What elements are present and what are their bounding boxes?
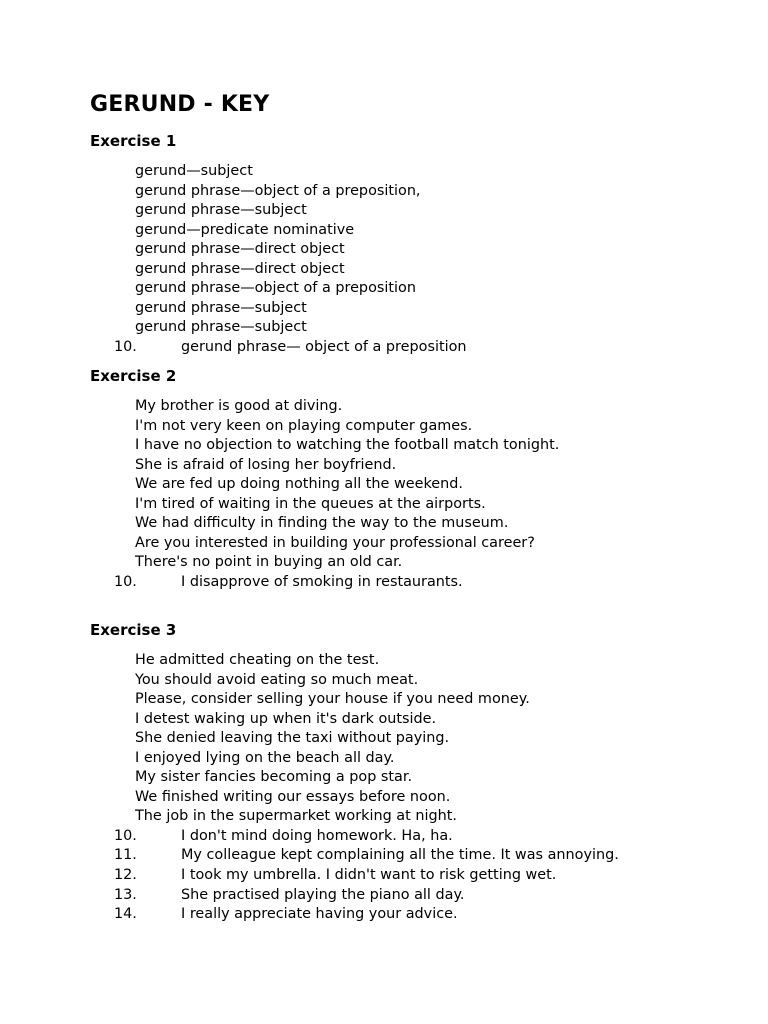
exercise-3-heading: Exercise 3 bbox=[90, 621, 177, 639]
list-item-text: I have no objection to watching the football match tonight. bbox=[135, 437, 560, 454]
list-item-text: I enjoyed lying on the beach all day. bbox=[135, 749, 395, 766]
list-item-text: gerund phrase—object of a preposition, bbox=[135, 182, 421, 199]
page-title: GERUND - KEY bbox=[90, 92, 270, 117]
list-item-number: 10. bbox=[114, 827, 137, 844]
list-item-text: My brother is good at diving. bbox=[135, 398, 343, 414]
list-item-text: Please, consider selling your house if you need money. bbox=[135, 691, 530, 708]
list-item-text: She is afraid of losing her boyfriend. bbox=[135, 456, 397, 473]
list-item-text: gerund phrase—direct object bbox=[135, 260, 345, 277]
list-item-text: I don't mind doing homework. Ha, ha. bbox=[181, 827, 453, 844]
list-item-text: gerund—subject bbox=[135, 163, 253, 179]
list-item-text: gerund phrase— object of a preposition bbox=[181, 338, 467, 355]
list-item-number: 13. bbox=[114, 886, 137, 903]
list-item-number: 11. bbox=[114, 847, 137, 864]
list-item-text: My colleague kept complaining all the time. It was annoying. bbox=[181, 847, 619, 864]
list-item-number: 14. bbox=[114, 906, 137, 923]
list-item-text: He admitted cheating on the test. bbox=[135, 652, 380, 668]
list-item-text: Are you interested in building your professional career? bbox=[135, 534, 535, 551]
list-item-text: She practised playing the piano all day. bbox=[181, 886, 465, 903]
exercise-1-heading: Exercise 1 bbox=[90, 132, 177, 150]
list-item-text: gerund phrase—subject bbox=[135, 202, 307, 219]
list-item-text: My sister fancies becoming a pop star. bbox=[135, 769, 413, 786]
list-item-text: I disapprove of smoking in restaurants. bbox=[181, 573, 463, 590]
list-item-text: gerund phrase—direct object bbox=[135, 241, 345, 258]
list-item-number: 10. bbox=[114, 573, 137, 590]
list-item-text: gerund—predicate nominative bbox=[135, 221, 355, 238]
list-item-number: 12. bbox=[114, 867, 137, 884]
list-item-text: I detest waking up when it's dark outside. bbox=[135, 710, 437, 727]
list-item-text: She denied leaving the taxi without paying. bbox=[135, 730, 450, 747]
list-item-number: 10. bbox=[114, 338, 137, 355]
list-item-text: I took my umbrella. I didn't want to risk getting wet. bbox=[181, 867, 557, 884]
list-item-text: I'm not very keen on playing computer games. bbox=[135, 417, 473, 434]
list-item-text: gerund phrase—subject bbox=[135, 319, 307, 336]
list-item-text: I really appreciate having your advice. bbox=[181, 906, 458, 923]
list-item-text: The job in the supermarket working at night. bbox=[135, 808, 457, 825]
list-item-text: We finished writing our essays before noon. bbox=[135, 788, 451, 805]
list-item-text: gerund phrase—object of a preposition bbox=[135, 280, 416, 297]
list-item-text: gerund phrase—subject bbox=[135, 299, 307, 316]
list-item-text: We had difficulty in finding the way to the museum. bbox=[135, 515, 509, 532]
exercise-2-heading: Exercise 2 bbox=[90, 367, 177, 385]
list-item-text: There's no point in buying an old car. bbox=[135, 554, 403, 571]
list-item-text: We are fed up doing nothing all the weekend. bbox=[135, 476, 463, 493]
list-item-text: You should avoid eating so much meat. bbox=[135, 671, 419, 688]
list-item-text: I'm tired of waiting in the queues at the airports. bbox=[135, 495, 486, 512]
